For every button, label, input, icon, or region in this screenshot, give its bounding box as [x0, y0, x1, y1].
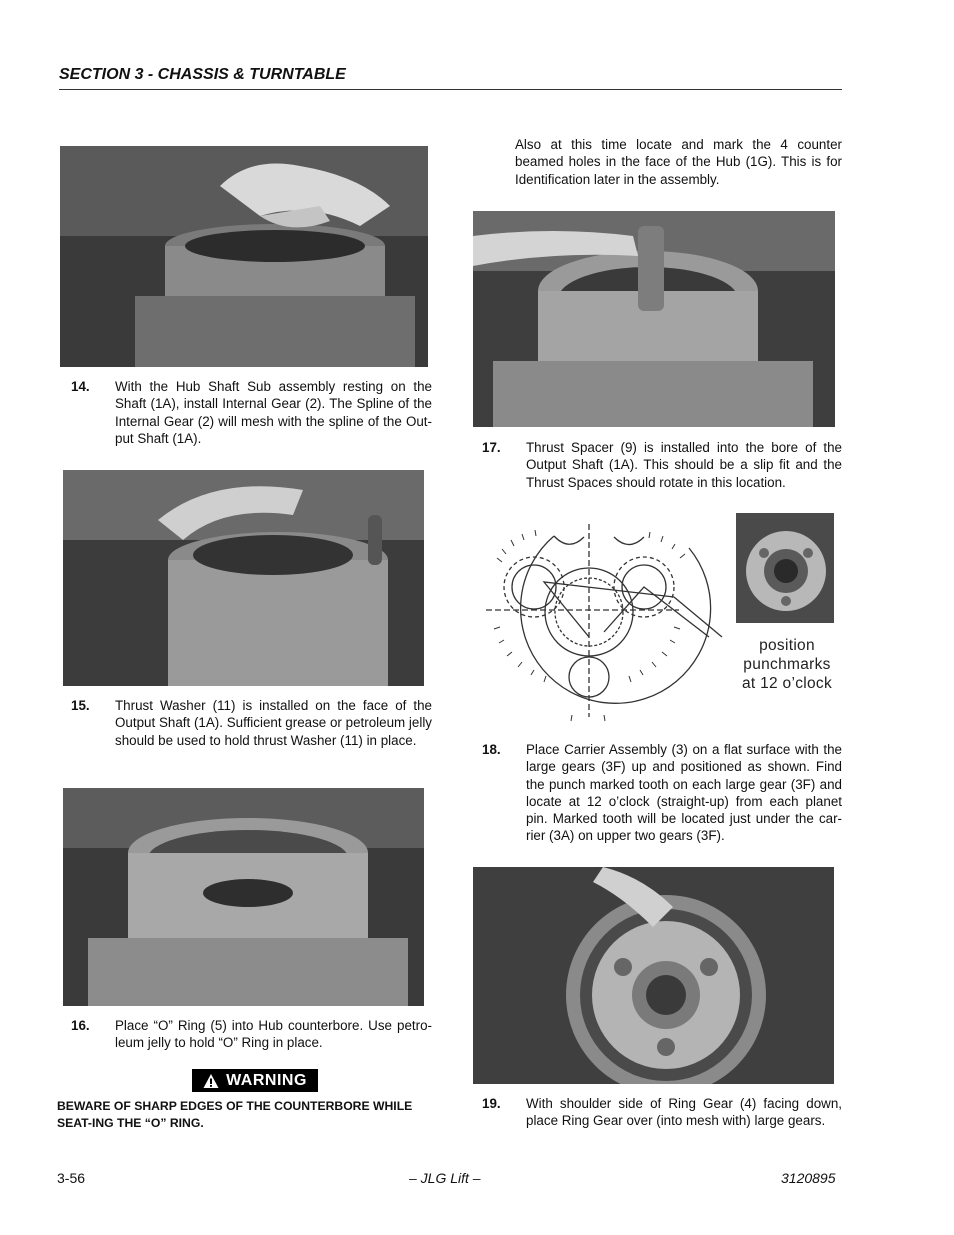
step-text: Place “O” Ring (5) into Hub counterbore. Use petro-leum jelly to hold “O” Ring in place.: [115, 1018, 432, 1051]
photo-step-14: [60, 146, 428, 367]
diagram-label-line-3: at 12 o’clock: [741, 675, 833, 692]
photo-step-17: [473, 211, 835, 427]
step-number: 19.: [482, 1096, 501, 1111]
photo-step-16: [63, 788, 424, 1006]
step-14: [71, 378, 432, 447]
warning-triangle-icon: [203, 1073, 219, 1089]
step-16: [71, 1017, 432, 1052]
step-number: 18.: [482, 742, 501, 757]
step-text: Place Carrier Assembly (3) on a flat surface with the large gears (3F) up and positioned as shown. Find the punch marked tooth on each large gear (3F) and locate at 12 o’clock (straight-up) from each planet pin. Marked tooth will be located just under the car-rier (3A) on upper two gears (3F).: [526, 742, 842, 844]
diagram-label: [732, 636, 842, 693]
step-text: With shoulder side of Ring Gear (4) facing down, place Ring Gear over (into mesh with) large gears.: [526, 1096, 842, 1129]
step-text: Thrust Washer (11) is installed on the face of the Output Shaft (1A). Sufficient grease or petroleum jelly should be used to hold thrust Washer (11) in place.: [115, 698, 432, 748]
step-15: [71, 697, 432, 749]
step-19: [482, 1095, 842, 1130]
step-text: Thrust Spacer (9) is installed into the bore of the Output Shaft (1A). This should be a slip fit and the Thrust Spaces should rotate in this location.: [526, 440, 842, 490]
step-number: 14.: [71, 379, 90, 394]
step-number: 16.: [71, 1018, 90, 1033]
step-text: With the Hub Shaft Sub assembly resting on the Shaft (1A), install Internal Gear (2). The Spline of the Internal Gear (2) will mesh with the spline of the Out-put Shaft (1A).: [115, 379, 432, 446]
warning-label: WARNING: [226, 1071, 307, 1089]
carrier-gear-diagram: [484, 512, 730, 722]
photo-step-19: [473, 867, 834, 1084]
page-number: 3-56: [57, 1170, 86, 1186]
step-16-continued: Also at this time locate and mark the 4 counter beamed holes in the face of the Hub (1G). This is for Identification later in the assembly.: [515, 137, 842, 187]
diagram-label-line-2: punchmarks: [743, 656, 831, 673]
warning-banner: [192, 1069, 318, 1092]
step-number: 15.: [71, 698, 90, 713]
warning-text: BEWARE OF SHARP EDGES OF THE COUNTERBORE WHILE SEAT-ING THE “O” RING.: [57, 1099, 413, 1130]
footer-center: – JLG Lift –: [409, 1170, 481, 1186]
photo-carrier-small: [736, 513, 834, 623]
diagram-label-line-1: position: [759, 637, 815, 654]
header-rule: [59, 89, 842, 90]
section-title: SECTION 3 - CHASSIS & TURNTABLE: [59, 66, 346, 83]
photo-step-15: [63, 470, 424, 686]
step-18: [482, 741, 842, 845]
step-number: 17.: [482, 440, 501, 455]
step-17: [482, 439, 842, 491]
doc-number: 3120895: [781, 1170, 836, 1186]
